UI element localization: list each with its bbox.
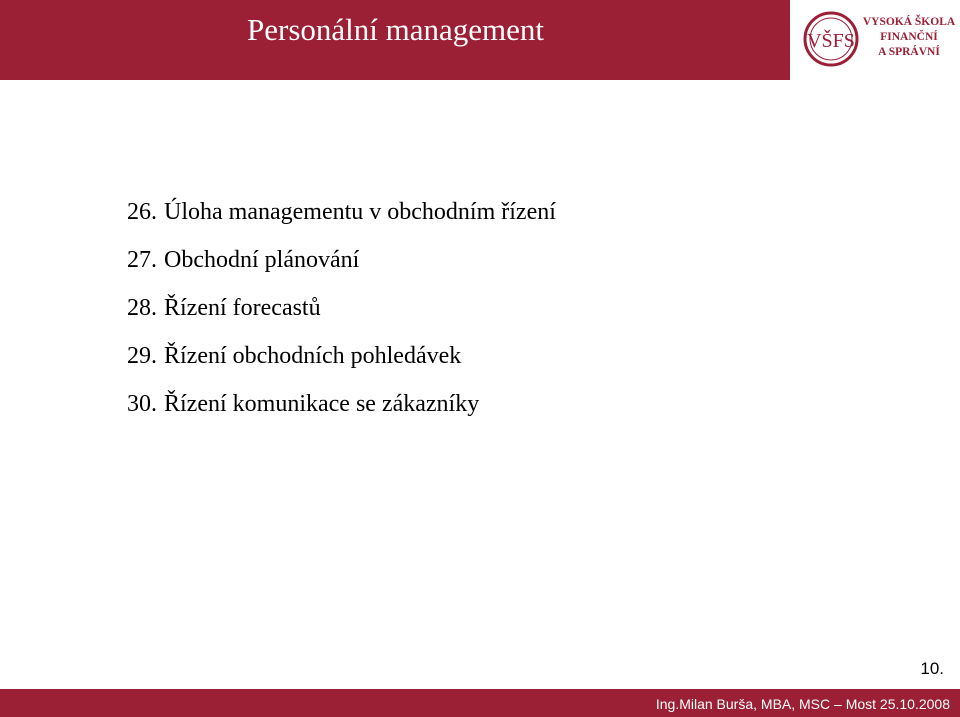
vsfs-logo-icon — [802, 10, 860, 68]
agenda-item-number: 27. — [127, 247, 157, 273]
header-bar — [0, 0, 960, 80]
agenda-item-number: 29. — [127, 343, 157, 369]
logo-wordmark — [862, 15, 956, 60]
agenda-item-number: 28. — [127, 295, 157, 321]
footer-bar — [0, 689, 960, 717]
agenda-item — [127, 338, 556, 386]
agenda-item-text: Obchodní plánování — [164, 247, 360, 273]
logo-line-3: A SPRÁVNÍ — [878, 46, 940, 58]
page-number: 10. — [920, 659, 944, 678]
agenda-item-text: Řízení komunikace se zákazníky — [164, 391, 480, 417]
agenda-list — [127, 194, 556, 434]
logo-line-1: VYSOKÁ ŠKOLA — [862, 16, 956, 28]
footer-author-date: Ing.Milan Burša, MBA, MSC – Most 25.10.2008 — [655, 696, 950, 712]
agenda-item-number: 30. — [127, 391, 157, 417]
svg-text:VŠFS: VŠFS — [807, 30, 855, 52]
agenda-item — [127, 290, 556, 338]
slide-title: Personální management — [247, 12, 544, 47]
agenda-item-text: Úloha managementu v obchodním řízení — [164, 199, 556, 225]
agenda-item-text: Řízení forecastů — [164, 295, 321, 321]
agenda-item — [127, 386, 556, 434]
agenda-item-text: Řízení obchodních pohledávek — [164, 343, 462, 369]
logo-line-2: FINANČNÍ — [880, 31, 938, 43]
agenda-item-number: 26. — [127, 199, 157, 225]
agenda-item — [127, 242, 556, 290]
school-logo — [790, 0, 960, 80]
agenda-item — [127, 194, 556, 242]
